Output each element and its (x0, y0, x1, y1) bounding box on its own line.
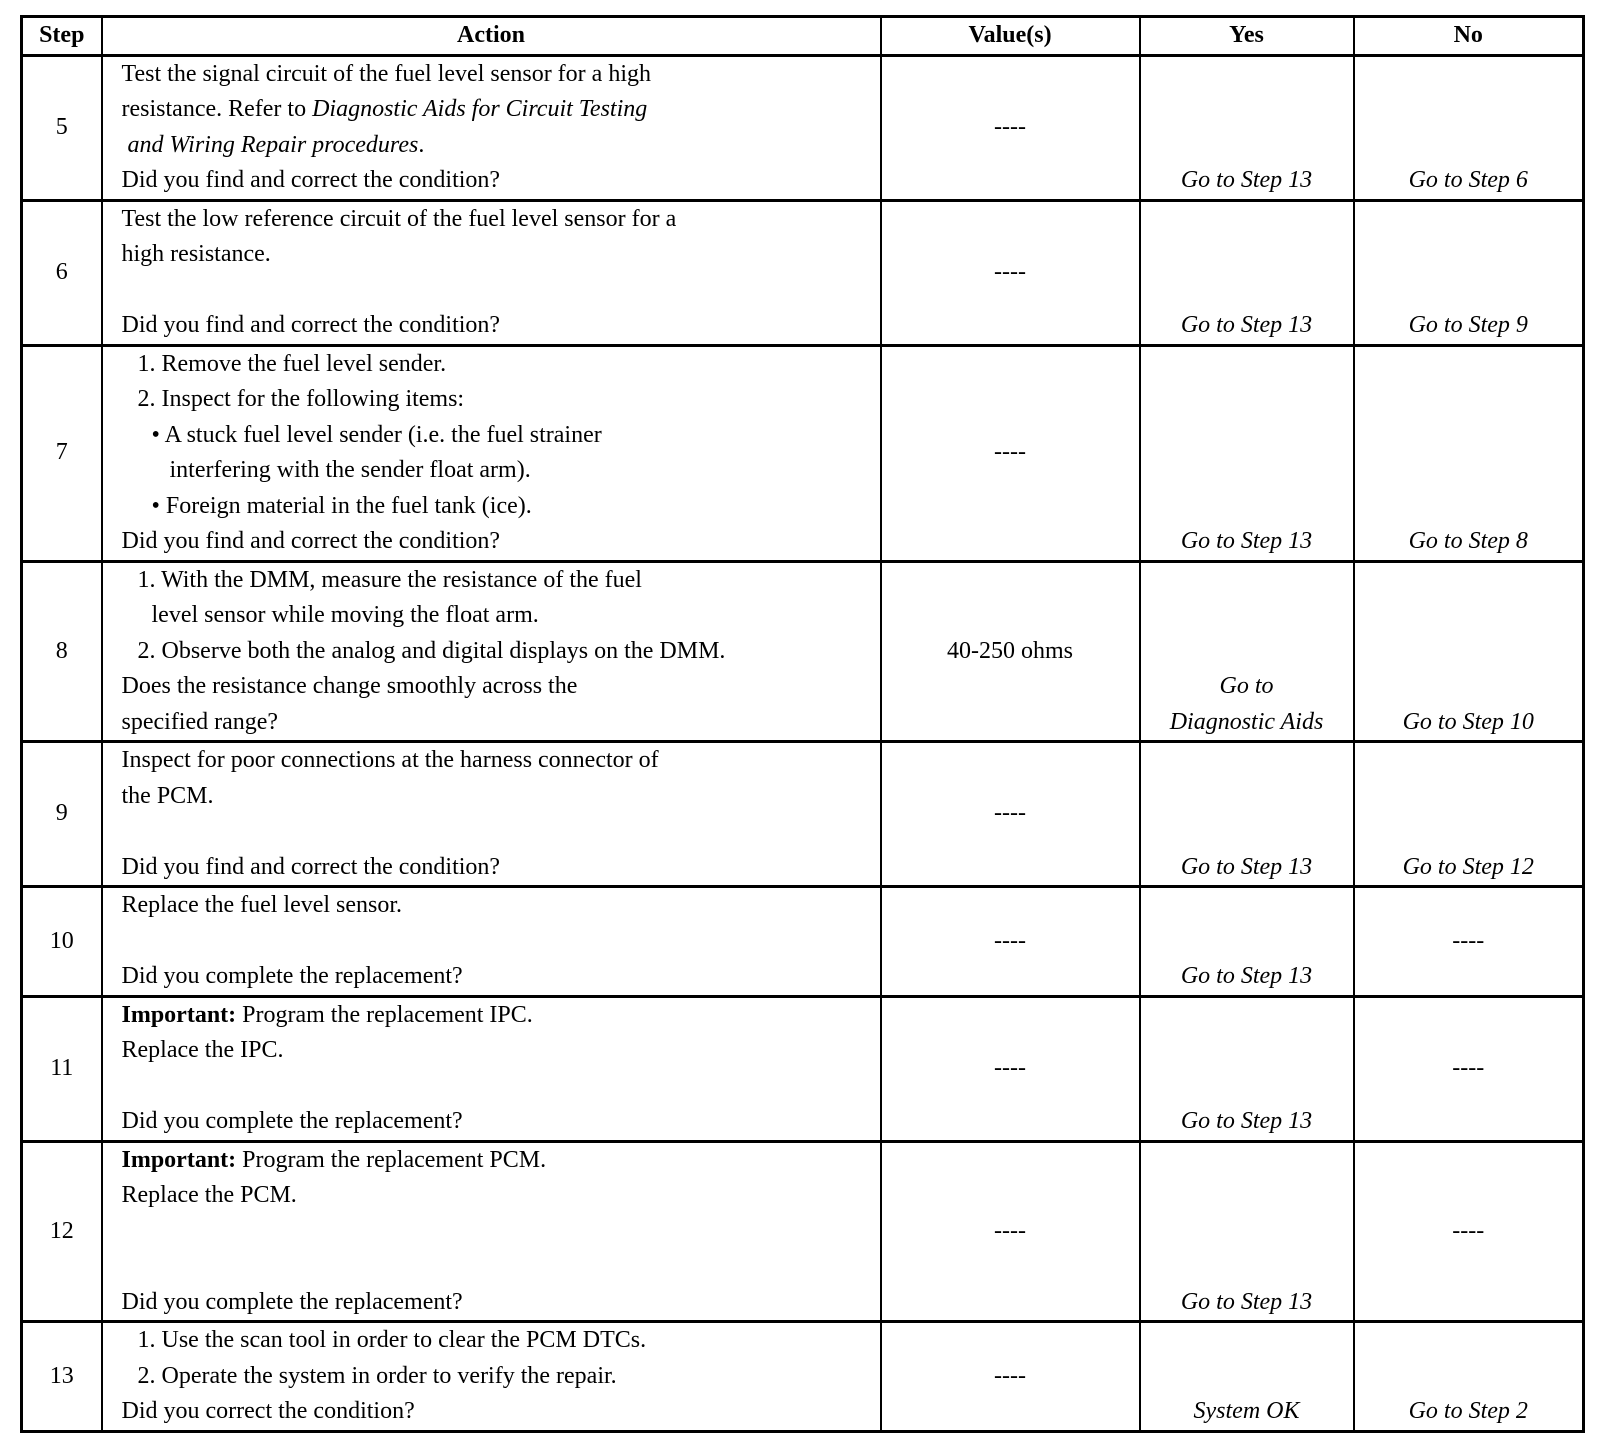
action-list-item: level sensor while moving the float arm. (151, 602, 539, 628)
no-cell: Go to Step 10 (1354, 561, 1584, 742)
value-cell: ---- (881, 1322, 1140, 1432)
yes-cell: Go to Step 13 (1140, 887, 1354, 997)
action-question: Did you find and correct the condition? (121, 853, 501, 880)
yes-cell: Go to Step 13 (1140, 55, 1354, 200)
action-question: Did you complete the replacement? (121, 1288, 463, 1315)
action-cell (102, 200, 881, 345)
important-text: Program the replacement PCM. (236, 1146, 547, 1173)
action-text: Replace the PCM. (121, 1182, 297, 1208)
reference-link-text: and Wiring Repair procedures (127, 131, 419, 158)
spacer (122, 1069, 874, 1105)
action-list-item: 2. Observe both the analog and digital displays on the DMM. (137, 637, 726, 664)
step-number: 6 (22, 200, 102, 345)
action-question: Did you complete the replacement? (121, 1108, 463, 1134)
step-number: 8 (22, 561, 102, 742)
header-yes: Yes (1140, 17, 1354, 56)
table-row (22, 561, 1584, 742)
action-bullet-item: interfering with the sender float arm). (169, 457, 531, 483)
step-number: 10 (22, 887, 102, 997)
action-list-item: 1. With the DMM, measure the resistance of the fuel (137, 566, 642, 593)
important-label: Important: (121, 1146, 237, 1173)
table-row (22, 887, 1584, 997)
action-cell (102, 1322, 881, 1432)
value-cell: ---- (881, 200, 1140, 345)
action-list-item: 1. Remove the fuel level sender. (137, 350, 447, 377)
no-cell: ---- (1354, 1141, 1584, 1322)
value-cell: ---- (881, 996, 1140, 1141)
header-no: No (1354, 17, 1584, 56)
yes-cell: Go to Step 13 (1140, 1141, 1354, 1322)
yes-cell: Go to Step 13 (1140, 996, 1354, 1141)
action-list-item: 2. Operate the system in order to verify the repair. (137, 1362, 617, 1389)
action-question: Did you correct the condition? (121, 1398, 415, 1424)
yes-text: Go to (1219, 673, 1274, 699)
important-label: Important: (121, 1001, 237, 1028)
no-cell: ---- (1354, 996, 1584, 1141)
value-cell: ---- (881, 55, 1140, 200)
step-number: 9 (22, 742, 102, 887)
table-row (22, 1322, 1584, 1432)
action-question: Did you find and correct the condition? (121, 167, 501, 193)
reference-link-text: Diagnostic Aids for Circuit Testing (312, 96, 648, 122)
action-question: Did you find and correct the condition? (121, 528, 501, 554)
action-text: Replace the fuel level sensor. (121, 892, 403, 918)
diagnostic-steps-table (20, 15, 1585, 1433)
step-number: 13 (22, 1322, 102, 1432)
table-row (22, 55, 1584, 200)
action-text: the PCM. (121, 782, 214, 809)
header-row (22, 17, 1584, 56)
value-cell: 40-250 ohms (881, 561, 1140, 742)
table-row (22, 200, 1584, 345)
yes-cell: Go to Step 13 (1140, 742, 1354, 887)
no-cell: Go to Step 9 (1354, 200, 1584, 345)
action-text (122, 128, 874, 164)
action-list-item: 1. Use the scan tool in order to clear the PCM DTCs. (137, 1327, 647, 1353)
step-number: 5 (22, 55, 102, 200)
value-cell: ---- (881, 887, 1140, 997)
action-text-plain: resistance. Refer to (121, 96, 313, 122)
action-text (122, 92, 874, 128)
action-cell (102, 1141, 881, 1322)
value-cell: ---- (881, 742, 1140, 887)
table-row (22, 345, 1584, 561)
no-cell: Go to Step 12 (1354, 742, 1584, 887)
value-cell: ---- (881, 1141, 1140, 1322)
action-list-item: 2. Inspect for the following items: (137, 386, 465, 412)
table-row (22, 1141, 1584, 1322)
action-cell (102, 887, 881, 997)
action-text: Test the low reference circuit of the fuel level sensor for a (121, 205, 677, 232)
yes-cell: Go to Step 13 (1140, 345, 1354, 561)
yes-cell (1140, 561, 1354, 742)
table-row (22, 996, 1584, 1141)
no-cell: Go to Step 6 (1354, 55, 1584, 200)
yes-cell: Go to Step 13 (1140, 200, 1354, 345)
important-text: Program the replacement IPC. (236, 1001, 533, 1028)
header-action: Action (102, 17, 881, 56)
yes-text: Diagnostic Aids (1169, 708, 1324, 735)
step-number: 7 (22, 345, 102, 561)
no-cell: ---- (1354, 887, 1584, 997)
action-cell (102, 55, 881, 200)
yes-cell: System OK (1140, 1322, 1354, 1432)
action-text: Test the signal circuit of the fuel level sensor for a high (121, 60, 651, 87)
action-cell (102, 345, 881, 561)
action-bullet-item: • Foreign material in the fuel tank (ice). (151, 492, 532, 519)
action-cell (102, 561, 881, 742)
no-cell: Go to Step 8 (1354, 345, 1584, 561)
action-question: specified range? (121, 708, 279, 735)
header-values: Value(s) (881, 17, 1140, 56)
action-bullet-item: • A stuck fuel level sender (i.e. the fuel strainer (151, 421, 602, 448)
value-cell: ---- (881, 345, 1140, 561)
action-question: Did you complete the replacement? (121, 963, 463, 989)
important-note (122, 998, 874, 1034)
action-text-plain: . (418, 131, 425, 158)
action-text: Inspect for poor connections at the harness connector of (121, 747, 659, 773)
spacer (122, 924, 874, 960)
step-number: 11 (22, 996, 102, 1141)
step-number: 12 (22, 1141, 102, 1322)
action-text: high resistance. (121, 241, 271, 267)
header-step: Step (22, 17, 102, 56)
no-cell: Go to Step 2 (1354, 1322, 1584, 1432)
action-cell (102, 996, 881, 1141)
spacer (122, 1249, 874, 1285)
action-cell (102, 742, 881, 887)
table-row (22, 742, 1584, 887)
spacer (122, 1214, 874, 1250)
important-note (122, 1143, 874, 1179)
action-question: Does the resistance change smoothly across the (121, 673, 578, 699)
spacer (122, 273, 874, 309)
action-question: Did you find and correct the condition? (121, 312, 501, 338)
spacer (122, 814, 874, 850)
action-text: Replace the IPC. (121, 1037, 284, 1063)
